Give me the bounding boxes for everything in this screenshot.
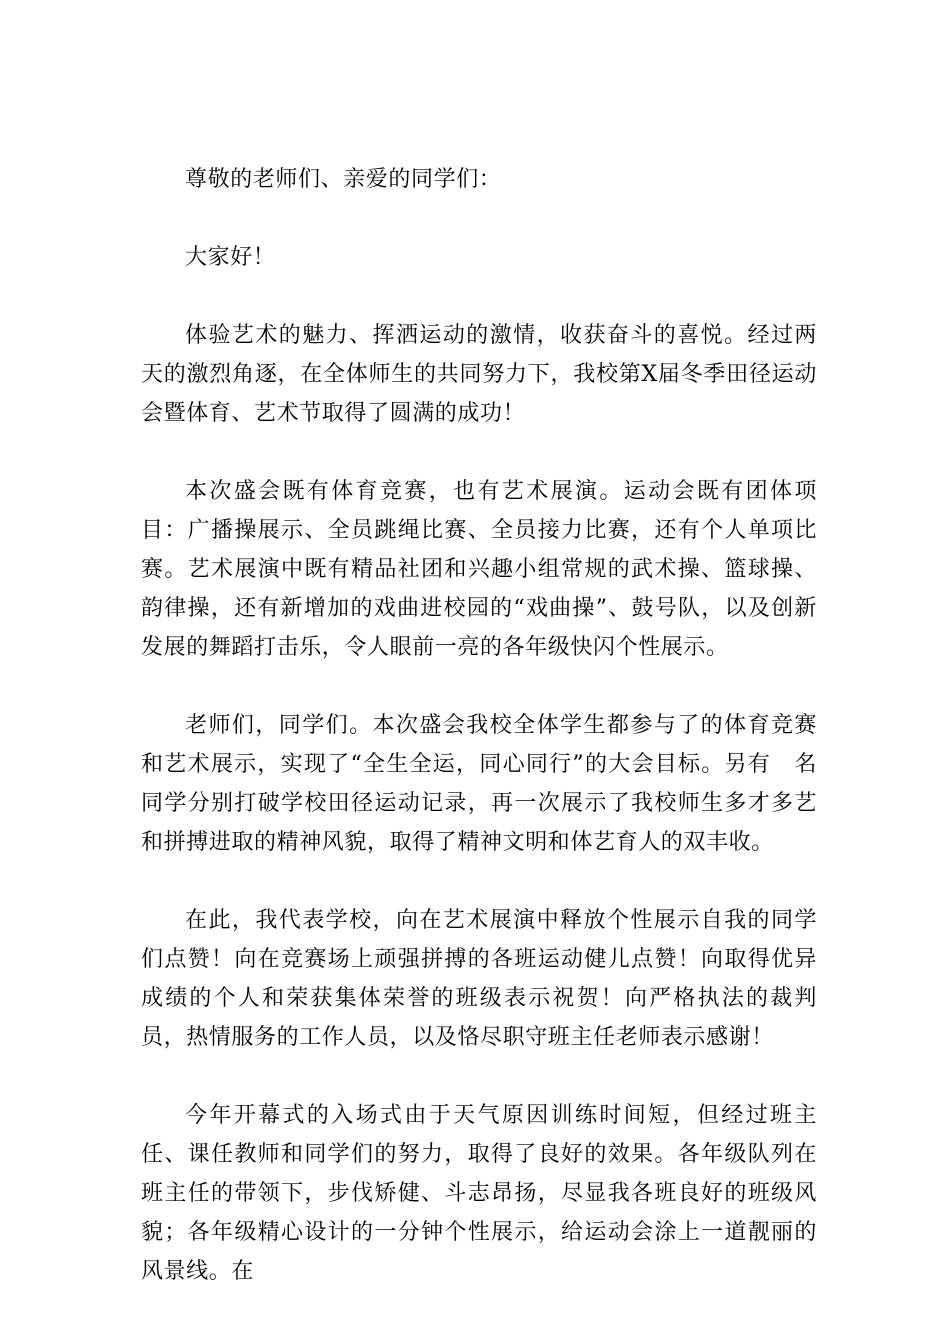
document-body <box>141 160 817 1291</box>
paragraph-events: 本次盛会既有体育竞赛，也有艺术展演。运动会既有团体项目：广播操展示、全员跳绳比赛、全员接力比赛，还有个人单项比赛。艺术展演中既有精品社团和兴趣小组常规的武术操、篮球操、韵律操，还有新增加的戏曲进校园的“戏曲操”、鼓号队，以及创新发展的舞蹈打击乐，令人眼前一亮的各年级快闪个性展示。 <box>141 479 817 660</box>
greeting: 大家好！ <box>185 245 276 270</box>
paragraph-achievements: 老师们，同学们。本次盛会我校全体学生都参与了的体育竞赛和艺术展示，实现了“全生全运，同心同行”的大会目标。另有 名同学分别打破学校田径运动记录，再一次展示了我校师生多才多艺和拼搏进取的精神风貌，取得了精神文明和体艺育人的双丰收。 <box>141 713 817 855</box>
paragraph-opening: 体验艺术的魅力、挥洒运动的激情，收获奋斗的喜悦。经过两天的激烈角逐，在全体师生的共同努力下，我校第X届冬季田径运动会暨体育、艺术节取得了圆满的成功！ <box>141 323 817 426</box>
salutation: 尊敬的老师们、亲爱的同学们： <box>185 167 502 192</box>
paragraph-thanks: 在此，我代表学校，向在艺术展演中释放个性展示自我的同学们点赞！向在竞赛场上顽强拼搏的各班运动健儿点赞！向取得优异成绩的个人和荣获集体荣誉的班级表示祝贺！向严格执法的裁判员，热情服务的工作人员，以及恪尽职守班主任老师表示感谢！ <box>141 908 817 1050</box>
paragraph-opening-ceremony: 今年开幕式的入场式由于天气原因训练时间短，但经过班主任、课任教师和同学们的努力，取得了良好的效果。各年级队列在班主任的带领下，步伐矫健、斗志昂扬，尽显我各班良好的班级风貌；各年级精心设计的一分钟个性展示，给运动会涂上一道靓丽的风景线。在 <box>141 1103 817 1284</box>
